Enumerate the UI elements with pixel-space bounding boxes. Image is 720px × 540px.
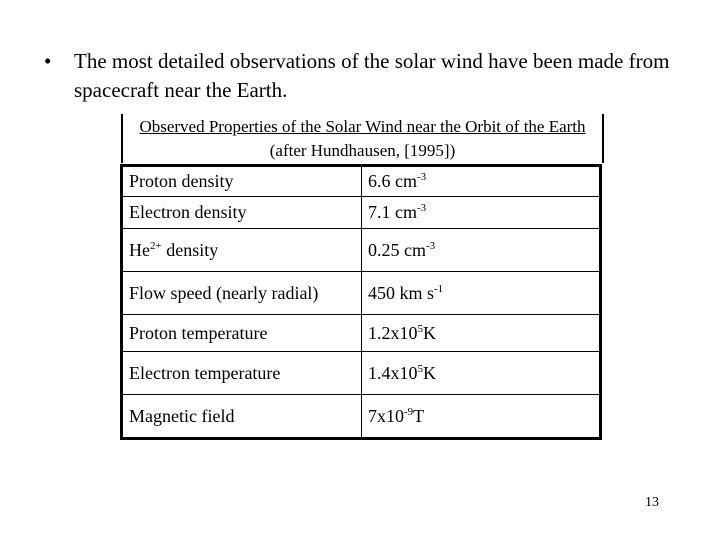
table-row <box>122 229 601 272</box>
page-number: 13 <box>645 495 659 510</box>
property-name: Proton temperature <box>122 315 362 352</box>
table-row <box>122 352 601 395</box>
property-value: $1.4x10^5K$ <box>362 352 601 395</box>
property-name: Magnetic field <box>122 395 362 439</box>
table-row <box>122 272 601 315</box>
property-value: 6.6 $cm^{-3}$ <box>362 166 601 197</box>
table-row <box>122 166 601 197</box>
table-title-citation: (after Hundhausen, [1995]) <box>269 141 456 160</box>
property-value: $7x10^{-9}T$ <box>362 395 601 439</box>
table-row <box>122 395 601 439</box>
property-name: Electron density <box>122 197 362 229</box>
solar-wind-properties-table <box>120 164 602 440</box>
table-row <box>122 315 601 352</box>
property-value: 7.1 $cm^{-3}$ <box>362 197 601 229</box>
property-name: $He^{2+}$ density <box>122 229 362 272</box>
property-name: Proton density <box>122 166 362 197</box>
bullet-dot: • <box>44 49 52 73</box>
property-value: $1.2x10^5K$ <box>362 315 601 352</box>
property-value: 450 km $s^{-1}$ <box>362 272 601 315</box>
bullet-item <box>44 47 684 105</box>
property-value: 0.25 $cm^{-3}$ <box>362 229 601 272</box>
table-row <box>122 197 601 229</box>
table-title-main: Observed Properties of the Solar Wind near the Orbit of the Earth <box>139 117 586 136</box>
property-name: Flow speed (nearly radial) <box>122 272 362 315</box>
bullet-text: The most detailed observations of the solar wind have been made from spacecraft near the Earth. <box>74 49 670 102</box>
property-name: Electron temperature <box>122 352 362 395</box>
table-title <box>121 114 604 163</box>
